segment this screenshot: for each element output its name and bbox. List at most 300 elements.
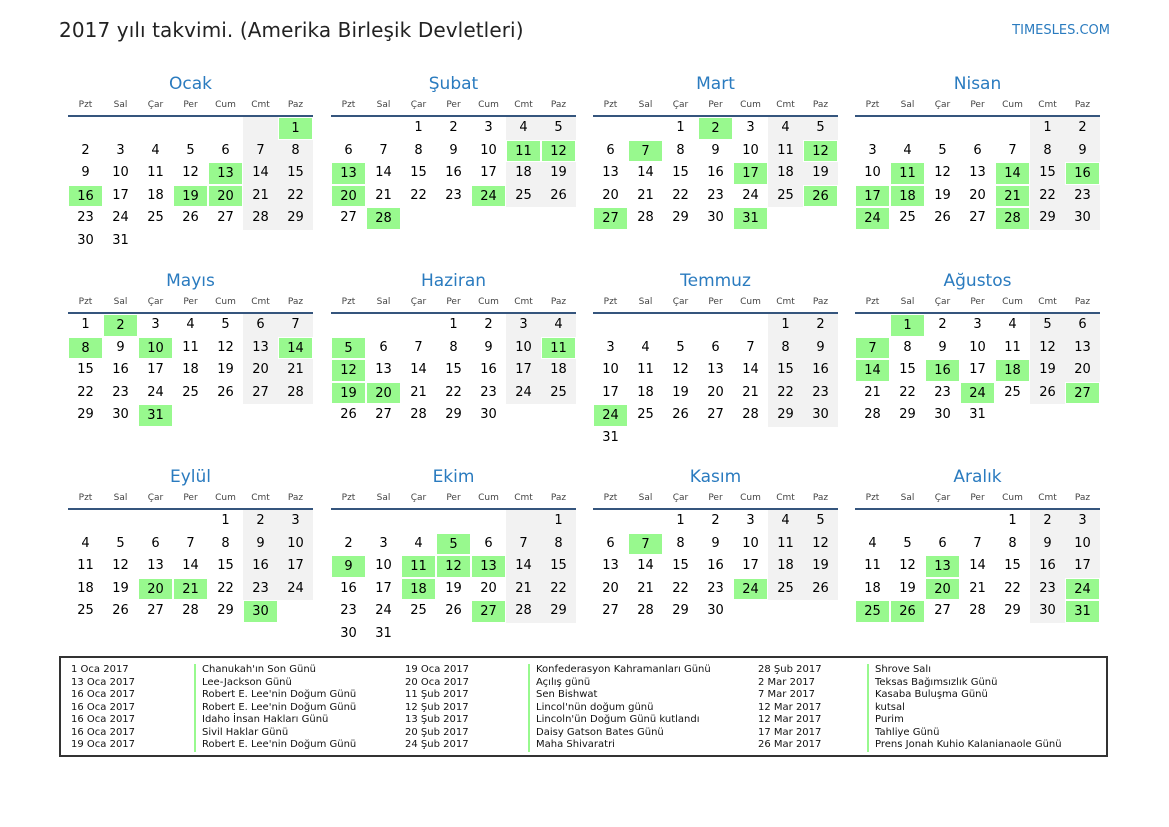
day-cell[interactable]: 4 [641, 339, 650, 355]
day-cell[interactable]: 29 [899, 407, 916, 422]
day-cell[interactable]: 24 [471, 185, 506, 208]
day-cell[interactable]: 27 [147, 603, 164, 618]
day-cell[interactable]: 28 [366, 207, 401, 230]
day-cell[interactable]: 15 [1004, 558, 1021, 573]
day-cell[interactable]: 17 [147, 362, 164, 377]
day-cell[interactable]: 31 [138, 404, 173, 427]
day-cell[interactable]: 18 [637, 384, 654, 400]
day-cell[interactable]: 10 [506, 337, 541, 360]
day-cell[interactable]: 25 [637, 407, 654, 422]
day-cell[interactable]: 6 [243, 314, 278, 337]
day-cell[interactable]: 8 [676, 535, 685, 551]
day-cell[interactable]: 30 [707, 210, 724, 225]
day-cell[interactable]: 22 [77, 384, 94, 400]
day-cell[interactable]: 30 [707, 603, 724, 618]
day-cell[interactable]: 8 [449, 339, 458, 355]
day-cell[interactable]: 25 [1004, 384, 1021, 400]
day-cell[interactable]: 15 [410, 165, 427, 180]
day-cell[interactable]: 27 [602, 603, 619, 618]
day-cell[interactable]: 17 [969, 362, 986, 377]
day-cell[interactable]: 12 [436, 555, 471, 578]
day-cell[interactable]: 18 [768, 555, 803, 578]
day-cell[interactable]: 27 [707, 407, 724, 422]
day-cell[interactable]: 17 [112, 187, 129, 203]
day-cell[interactable]: 18 [541, 359, 576, 382]
day-cell[interactable]: 22 [672, 580, 689, 596]
day-cell[interactable]: 12 [934, 165, 951, 180]
day-cell[interactable]: 22 [541, 578, 576, 601]
day-cell[interactable]: 12 [331, 359, 366, 382]
day-cell[interactable]: 10 [278, 533, 313, 556]
day-cell[interactable]: 22 [672, 187, 689, 203]
day-cell[interactable]: 2 [938, 317, 947, 332]
day-cell[interactable]: 10 [602, 362, 619, 377]
day-cell[interactable]: 1 [221, 513, 230, 528]
day-cell[interactable]: 24 [593, 404, 628, 427]
day-cell[interactable]: 11 [541, 337, 576, 360]
day-cell[interactable]: 8 [676, 142, 685, 158]
day-cell[interactable]: 20 [480, 580, 497, 596]
day-cell[interactable]: 19 [445, 580, 462, 596]
day-cell[interactable]: 8 [68, 337, 103, 360]
day-cell[interactable]: 7 [628, 140, 663, 163]
day-cell[interactable]: 4 [506, 117, 541, 140]
day-cell[interactable]: 3 [868, 142, 877, 158]
day-cell[interactable]: 31 [969, 407, 986, 422]
day-cell[interactable]: 4 [414, 535, 423, 551]
day-cell[interactable]: 18 [147, 187, 164, 203]
day-cell[interactable]: 29 [768, 404, 803, 427]
day-cell[interactable]: 24 [375, 603, 392, 618]
day-cell[interactable]: 25 [410, 603, 427, 618]
day-cell[interactable]: 9 [449, 142, 458, 158]
day-cell[interactable]: 7 [506, 533, 541, 556]
day-cell[interactable]: 18 [890, 185, 925, 208]
day-cell[interactable]: 5 [803, 510, 838, 533]
day-cell[interactable]: 17 [855, 185, 890, 208]
day-cell[interactable]: 27 [593, 207, 628, 230]
day-cell[interactable]: 23 [1065, 185, 1100, 208]
day-cell[interactable]: 4 [151, 142, 160, 158]
day-cell[interactable]: 29 [541, 600, 576, 623]
day-cell[interactable]: 10 [742, 142, 759, 158]
day-cell[interactable]: 9 [803, 337, 838, 360]
day-cell[interactable]: 3 [506, 314, 541, 337]
day-cell[interactable]: 18 [995, 359, 1030, 382]
day-cell[interactable]: 5 [1030, 314, 1065, 337]
day-cell[interactable]: 4 [768, 117, 803, 140]
day-cell[interactable]: 1 [1008, 513, 1017, 528]
day-cell[interactable]: 28 [864, 407, 881, 422]
day-cell[interactable]: 9 [331, 555, 366, 578]
day-cell[interactable]: 9 [1065, 140, 1100, 163]
day-cell[interactable]: 2 [81, 142, 90, 158]
day-cell[interactable]: 13 [243, 337, 278, 360]
day-cell[interactable]: 15 [672, 558, 689, 573]
day-cell[interactable]: 3 [606, 339, 615, 355]
day-cell[interactable]: 29 [217, 603, 234, 618]
day-cell[interactable]: 14 [855, 359, 890, 382]
day-cell[interactable]: 5 [676, 339, 685, 355]
day-cell[interactable]: 21 [637, 187, 654, 203]
day-cell[interactable]: 16 [112, 362, 129, 377]
day-cell[interactable]: 16 [480, 362, 497, 377]
day-cell[interactable]: 20 [331, 185, 366, 208]
day-cell[interactable]: 5 [803, 117, 838, 140]
day-cell[interactable]: 22 [445, 384, 462, 400]
day-cell[interactable]: 8 [903, 339, 912, 355]
day-cell[interactable]: 20 [969, 187, 986, 203]
day-cell[interactable]: 21 [375, 187, 392, 203]
day-cell[interactable]: 5 [436, 533, 471, 556]
day-cell[interactable]: 15 [899, 362, 916, 377]
day-cell[interactable]: 3 [379, 535, 388, 551]
day-cell[interactable]: 22 [1004, 580, 1021, 596]
day-cell[interactable]: 16 [707, 165, 724, 180]
day-cell[interactable]: 12 [541, 140, 576, 163]
day-cell[interactable]: 2 [344, 535, 353, 551]
day-cell[interactable]: 28 [506, 600, 541, 623]
day-cell[interactable]: 22 [1030, 185, 1065, 208]
day-cell[interactable]: 19 [803, 162, 838, 185]
day-cell[interactable]: 21 [410, 384, 427, 400]
day-cell[interactable]: 12 [112, 558, 129, 573]
day-cell[interactable]: 1 [541, 510, 576, 533]
day-cell[interactable]: 3 [1065, 510, 1100, 533]
day-cell[interactable]: 11 [768, 140, 803, 163]
day-cell[interactable]: 24 [1065, 578, 1100, 601]
day-cell[interactable]: 30 [803, 404, 838, 427]
day-cell[interactable]: 22 [217, 580, 234, 596]
day-cell[interactable]: 17 [1065, 555, 1100, 578]
day-cell[interactable]: 2 [698, 117, 733, 140]
day-cell[interactable]: 20 [208, 185, 243, 208]
day-cell[interactable]: 9 [81, 165, 90, 180]
day-cell[interactable]: 24 [147, 384, 164, 400]
day-cell[interactable]: 16 [1065, 162, 1100, 185]
day-cell[interactable]: 24 [960, 382, 995, 405]
day-cell[interactable]: 9 [484, 339, 493, 355]
day-cell[interactable]: 20 [925, 578, 960, 601]
day-cell[interactable]: 31 [733, 207, 768, 230]
day-cell[interactable]: 30 [1030, 600, 1065, 623]
day-cell[interactable]: 14 [182, 558, 199, 573]
day-cell[interactable]: 13 [969, 165, 986, 180]
day-cell[interactable]: 2 [243, 510, 278, 533]
day-cell[interactable]: 22 [410, 187, 427, 203]
day-cell[interactable]: 28 [995, 207, 1030, 230]
day-cell[interactable]: 8 [278, 140, 313, 163]
day-cell[interactable]: 30 [934, 407, 951, 422]
day-cell[interactable]: 16 [925, 359, 960, 382]
day-cell[interactable]: 1 [676, 513, 685, 528]
day-cell[interactable]: 18 [401, 578, 436, 601]
day-cell[interactable]: 20 [602, 580, 619, 596]
day-cell[interactable]: 30 [243, 600, 278, 623]
day-cell[interactable]: 29 [672, 210, 689, 225]
day-cell[interactable]: 4 [81, 535, 90, 551]
day-cell[interactable]: 25 [855, 600, 890, 623]
day-cell[interactable]: 10 [138, 337, 173, 360]
day-cell[interactable]: 5 [331, 337, 366, 360]
day-cell[interactable]: 13 [602, 165, 619, 180]
day-cell[interactable]: 14 [637, 558, 654, 573]
day-cell[interactable]: 12 [1030, 337, 1065, 360]
day-cell[interactable]: 10 [480, 142, 497, 158]
day-cell[interactable]: 16 [340, 580, 357, 596]
day-cell[interactable]: 2 [484, 317, 493, 332]
day-cell[interactable]: 20 [707, 384, 724, 400]
day-cell[interactable]: 21 [243, 185, 278, 208]
day-cell[interactable]: 25 [541, 382, 576, 405]
day-cell[interactable]: 3 [151, 317, 160, 332]
day-cell[interactable]: 14 [243, 162, 278, 185]
day-cell[interactable]: 19 [541, 162, 576, 185]
day-cell[interactable]: 6 [606, 535, 615, 551]
day-cell[interactable]: 16 [243, 555, 278, 578]
day-cell[interactable]: 17 [742, 558, 759, 573]
day-cell[interactable]: 11 [890, 162, 925, 185]
day-cell[interactable]: 17 [375, 580, 392, 596]
day-cell[interactable]: 4 [1008, 317, 1017, 332]
day-cell[interactable]: 25 [147, 210, 164, 225]
day-cell[interactable]: 25 [768, 578, 803, 601]
day-cell[interactable]: 27 [217, 210, 234, 225]
day-cell[interactable]: 13 [1065, 337, 1100, 360]
day-cell[interactable]: 20 [243, 359, 278, 382]
day-cell[interactable]: 18 [77, 580, 94, 596]
day-cell[interactable]: 26 [803, 185, 838, 208]
day-cell[interactable]: 23 [445, 187, 462, 203]
day-cell[interactable]: 3 [973, 317, 982, 332]
day-cell[interactable]: 29 [1030, 207, 1065, 230]
day-cell[interactable]: 14 [969, 558, 986, 573]
day-cell[interactable]: 13 [925, 555, 960, 578]
day-cell[interactable]: 6 [938, 535, 947, 551]
day-cell[interactable]: 2 [1030, 510, 1065, 533]
day-cell[interactable]: 5 [116, 535, 125, 551]
day-cell[interactable]: 3 [484, 120, 493, 135]
day-cell[interactable]: 26 [112, 603, 129, 618]
day-cell[interactable]: 18 [506, 162, 541, 185]
day-cell[interactable]: 1 [1030, 117, 1065, 140]
day-cell[interactable]: 8 [221, 535, 230, 551]
day-cell[interactable]: 8 [414, 142, 423, 158]
day-cell[interactable]: 23 [480, 384, 497, 400]
day-cell[interactable]: 28 [278, 382, 313, 405]
day-cell[interactable]: 1 [414, 120, 423, 135]
day-cell[interactable]: 27 [375, 407, 392, 422]
day-cell[interactable]: 28 [243, 207, 278, 230]
day-cell[interactable]: 21 [506, 578, 541, 601]
day-cell[interactable]: 16 [707, 558, 724, 573]
day-cell[interactable]: 7 [278, 314, 313, 337]
day-cell[interactable]: 19 [899, 580, 916, 596]
day-cell[interactable]: 3 [116, 142, 125, 158]
day-cell[interactable]: 14 [506, 555, 541, 578]
day-cell[interactable]: 4 [868, 535, 877, 551]
day-cell[interactable]: 13 [471, 555, 506, 578]
day-cell[interactable]: 20 [602, 187, 619, 203]
day-cell[interactable]: 4 [768, 510, 803, 533]
day-cell[interactable]: 25 [899, 210, 916, 225]
day-cell[interactable]: 29 [77, 407, 94, 422]
day-cell[interactable]: 15 [77, 362, 94, 377]
day-cell[interactable]: 2 [711, 513, 720, 528]
day-cell[interactable]: 11 [506, 140, 541, 163]
day-cell[interactable]: 9 [938, 339, 947, 355]
day-cell[interactable]: 17 [506, 359, 541, 382]
day-cell[interactable]: 31 [375, 625, 392, 641]
day-cell[interactable]: 16 [803, 359, 838, 382]
day-cell[interactable]: 11 [1004, 339, 1021, 355]
day-cell[interactable]: 25 [182, 384, 199, 400]
day-cell[interactable]: 11 [637, 362, 654, 377]
day-cell[interactable]: 20 [1065, 359, 1100, 382]
day-cell[interactable]: 26 [672, 407, 689, 422]
day-cell[interactable]: 24 [112, 210, 129, 225]
day-cell[interactable]: 12 [182, 165, 199, 180]
day-cell[interactable]: 18 [864, 580, 881, 596]
day-cell[interactable]: 15 [217, 558, 234, 573]
day-cell[interactable]: 15 [1030, 162, 1065, 185]
day-cell[interactable]: 17 [733, 162, 768, 185]
day-cell[interactable]: 13 [208, 162, 243, 185]
day-cell[interactable]: 1 [81, 317, 90, 332]
day-cell[interactable]: 31 [602, 429, 619, 445]
day-cell[interactable]: 16 [1030, 555, 1065, 578]
day-cell[interactable]: 11 [768, 533, 803, 556]
day-cell[interactable]: 22 [278, 185, 313, 208]
day-cell[interactable]: 7 [1008, 142, 1017, 158]
day-cell[interactable]: 22 [899, 384, 916, 400]
day-cell[interactable]: 1 [890, 314, 925, 337]
day-cell[interactable]: 25 [77, 603, 94, 618]
day-cell[interactable]: 11 [401, 555, 436, 578]
day-cell[interactable]: 30 [340, 625, 357, 641]
day-cell[interactable]: 15 [541, 555, 576, 578]
day-cell[interactable]: 26 [1030, 382, 1065, 405]
day-cell[interactable]: 15 [445, 362, 462, 377]
day-cell[interactable]: 1 [278, 117, 313, 140]
day-cell[interactable]: 6 [606, 142, 615, 158]
day-cell[interactable]: 22 [768, 382, 803, 405]
day-cell[interactable]: 3 [746, 513, 755, 528]
day-cell[interactable]: 19 [331, 382, 366, 405]
day-cell[interactable]: 7 [855, 337, 890, 360]
day-cell[interactable]: 24 [855, 207, 890, 230]
day-cell[interactable]: 29 [445, 407, 462, 422]
day-cell[interactable]: 26 [541, 185, 576, 208]
day-cell[interactable]: 26 [182, 210, 199, 225]
day-cell[interactable]: 24 [278, 578, 313, 601]
day-cell[interactable]: 19 [112, 580, 129, 596]
day-cell[interactable]: 8 [1030, 140, 1065, 163]
day-cell[interactable]: 9 [116, 339, 125, 355]
day-cell[interactable]: 4 [186, 317, 195, 332]
day-cell[interactable]: 15 [672, 165, 689, 180]
day-cell[interactable]: 14 [278, 337, 313, 360]
day-cell[interactable]: 21 [969, 580, 986, 596]
day-cell[interactable]: 17 [480, 165, 497, 180]
day-cell[interactable]: 13 [331, 162, 366, 185]
day-cell[interactable]: 2 [103, 314, 138, 337]
day-cell[interactable]: 3 [746, 120, 755, 135]
day-cell[interactable]: 6 [1065, 314, 1100, 337]
day-cell[interactable]: 18 [182, 362, 199, 377]
day-cell[interactable]: 6 [484, 535, 493, 551]
day-cell[interactable]: 10 [375, 558, 392, 573]
day-cell[interactable]: 19 [1030, 359, 1065, 382]
day-cell[interactable]: 19 [803, 555, 838, 578]
day-cell[interactable]: 23 [934, 384, 951, 400]
day-cell[interactable]: 27 [1065, 382, 1100, 405]
day-cell[interactable]: 21 [278, 359, 313, 382]
day-cell[interactable]: 29 [672, 603, 689, 618]
day-cell[interactable]: 29 [278, 207, 313, 230]
day-cell[interactable]: 1 [676, 120, 685, 135]
day-cell[interactable]: 12 [803, 533, 838, 556]
day-cell[interactable]: 26 [445, 603, 462, 618]
day-cell[interactable]: 30 [112, 407, 129, 422]
day-cell[interactable]: 14 [410, 362, 427, 377]
day-cell[interactable]: 12 [803, 140, 838, 163]
day-cell[interactable]: 14 [742, 362, 759, 377]
day-cell[interactable]: 23 [112, 384, 129, 400]
day-cell[interactable]: 20 [366, 382, 401, 405]
day-cell[interactable]: 7 [379, 142, 388, 158]
day-cell[interactable]: 10 [864, 165, 881, 180]
day-cell[interactable]: 3 [278, 510, 313, 533]
day-cell[interactable]: 11 [864, 558, 881, 573]
day-cell[interactable]: 5 [221, 317, 230, 332]
day-cell[interactable]: 23 [803, 382, 838, 405]
day-cell[interactable]: 21 [864, 384, 881, 400]
day-cell[interactable]: 14 [995, 162, 1030, 185]
day-cell[interactable]: 7 [243, 140, 278, 163]
day-cell[interactable]: 30 [1065, 207, 1100, 230]
day-cell[interactable]: 17 [278, 555, 313, 578]
day-cell[interactable]: 10 [742, 535, 759, 551]
day-cell[interactable]: 26 [803, 578, 838, 601]
day-cell[interactable]: 31 [1065, 600, 1100, 623]
day-cell[interactable]: 26 [217, 384, 234, 400]
day-cell[interactable]: 27 [243, 382, 278, 405]
day-cell[interactable]: 25 [506, 185, 541, 208]
day-cell[interactable]: 26 [340, 407, 357, 422]
day-cell[interactable]: 25 [768, 185, 803, 208]
day-cell[interactable]: 19 [173, 185, 208, 208]
day-cell[interactable]: 10 [112, 165, 129, 180]
day-cell[interactable]: 9 [711, 535, 720, 551]
day-cell[interactable]: 10 [969, 339, 986, 355]
day-cell[interactable]: 6 [151, 535, 160, 551]
day-cell[interactable]: 1 [449, 317, 458, 332]
day-cell[interactable]: 5 [938, 142, 947, 158]
day-cell[interactable]: 21 [173, 578, 208, 601]
day-cell[interactable]: 21 [995, 185, 1030, 208]
day-cell[interactable]: 5 [186, 142, 195, 158]
day-cell[interactable]: 4 [903, 142, 912, 158]
day-cell[interactable]: 26 [890, 600, 925, 623]
day-cell[interactable]: 28 [410, 407, 427, 422]
day-cell[interactable]: 30 [77, 232, 94, 248]
day-cell[interactable]: 21 [742, 384, 759, 400]
day-cell[interactable]: 7 [746, 339, 755, 355]
site-link[interactable]: TIMESLES.COM [1012, 23, 1110, 38]
day-cell[interactable]: 29 [1004, 603, 1021, 618]
day-cell[interactable]: 12 [672, 362, 689, 377]
